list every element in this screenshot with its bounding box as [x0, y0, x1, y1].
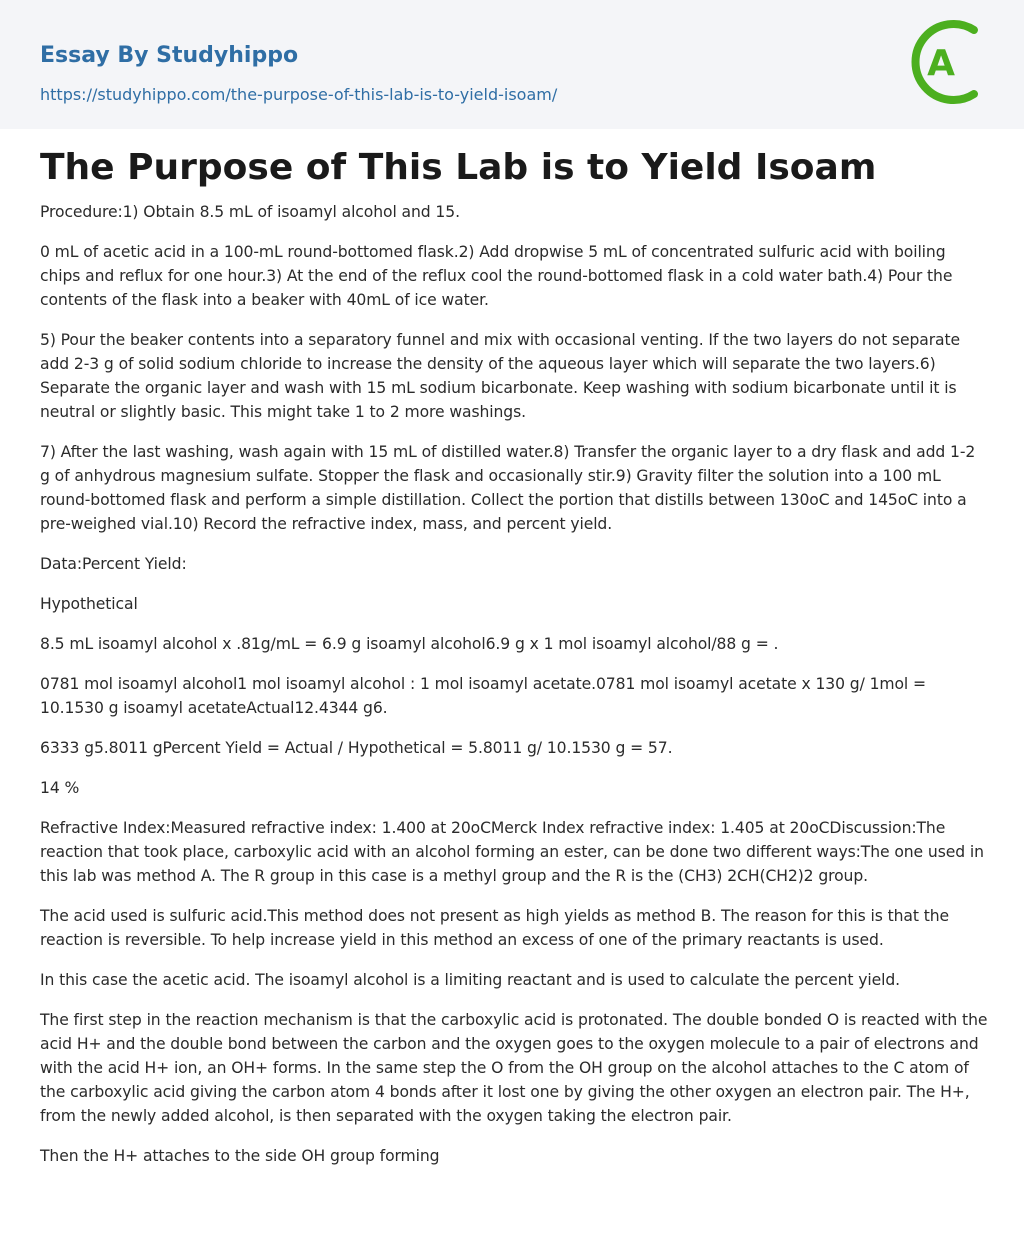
paragraph: The acid used is sulfuric acid.This method does not present as high yields as method B. The reason for this is that the reaction is reversible. To help increase yield in this method an excess of one of the primary reactants is used. [40, 907, 949, 949]
paragraph: Procedure:1) Obtain 8.5 mL of isoamyl alcohol and 15. [40, 203, 460, 221]
paragraph: 6333 g5.8011 gPercent Yield = Actual / Hypothetical = 5.8011 g/ 10.1530 g = 57. [40, 739, 673, 757]
paragraph: The first step in the reaction mechanism is that the carboxylic acid is protonated. The double bonded O is reacted with the acid H+ and the double bond between the carbon and the oxygen goes to the oxygen molecule to a pair of electrons and with the acid H+ ion, an OH+ forms. In the same step the O from the OH group on the alcohol attaches to the C atom of the carboxylic acid giving the carbon atom 4 bonds after it lost one by giving the other oxygen an electron pair. The H+, from the newly added alcohol, is then separated with the oxygen taking the electron pair. [40, 1011, 988, 1125]
studyhippo-logo-icon[interactable] [910, 18, 988, 106]
paragraph: 0781 mol isoamyl alcohol1 mol isoamyl alcohol : 1 mol isoamyl acetate.0781 mol isoamyl acetate x 130 g/ 1mol = 10.1530 g isoamyl acetateActual12.4344 g6. [40, 675, 926, 717]
paragraph: Data:Percent Yield: [40, 555, 187, 573]
logo-letter: A [927, 43, 955, 84]
paragraph: 14 % [40, 779, 80, 797]
paragraph: Hypothetical [40, 595, 138, 613]
paragraph: 7) After the last washing, wash again with 15 mL of distilled water.8) Transfer the organic layer to a dry flask and add 1-2 g of anhydrous magnesium sulfate. Stopper the flask and occasionally stir.9) Gravity filter the solution into a 100 mL round-bottomed flask and perform a simple distillation. Collect the portion that distills between 130oC and 145oC into a pre-weighed vial.10) Record the refractive index, mass, and percent yield. [40, 443, 976, 533]
brand-name[interactable]: Essay By Studyhippo [40, 43, 299, 68]
page-title: The Purpose of This Lab is to Yield Isoam [40, 147, 877, 188]
page-header [0, 0, 1024, 129]
paragraph: 8.5 mL isoamyl alcohol x .81g/mL = 6.9 g isoamyl alcohol6.9 g x 1 mol isoamyl alcohol/88 g = . [40, 635, 779, 653]
page-url-link[interactable]: https://studyhippo.com/the-purpose-of-this-lab-is-to-yield-isoam/ [40, 85, 558, 104]
paragraph: In this case the acetic acid. The isoamyl alcohol is a limiting reactant and is used to calculate the percent yield. [40, 971, 901, 989]
paragraph: Then the H+ attaches to the side OH group forming [40, 1147, 440, 1165]
essay-body [40, 200, 988, 1184]
paragraph: Refractive Index:Measured refractive index: 1.400 at 20oCMerck Index refractive index: 1.405 at 20oCDiscussion:The reaction that took place, carboxylic acid with an alcohol forming an ester, can be done two different ways:The one used in this lab was method A. The R group in this case is a methyl group and the R is the (CH3) 2CH(CH2)2 group. [40, 819, 984, 885]
paragraph: 0 mL of acetic acid in a 100-mL round-bottomed flask.2) Add dropwise 5 mL of concentrated sulfuric acid with boiling chips and reflux for one hour.3) At the end of the reflux cool the round-bottomed flask in a cold water bath.4) Pour the contents of the flask into a beaker with 40mL of ice water. [40, 243, 953, 309]
paragraph: 5) Pour the beaker contents into a separatory funnel and mix with occasional venting. If the two layers do not separate add 2-3 g of solid sodium chloride to increase the density of the aqueous layer which will separate the two layers.6) Separate the organic layer and wash with 15 mL sodium bicarbonate. Keep washing with sodium bicarbonate until it is neutral or slightly basic. This might take 1 to 2 more washings. [40, 331, 961, 421]
